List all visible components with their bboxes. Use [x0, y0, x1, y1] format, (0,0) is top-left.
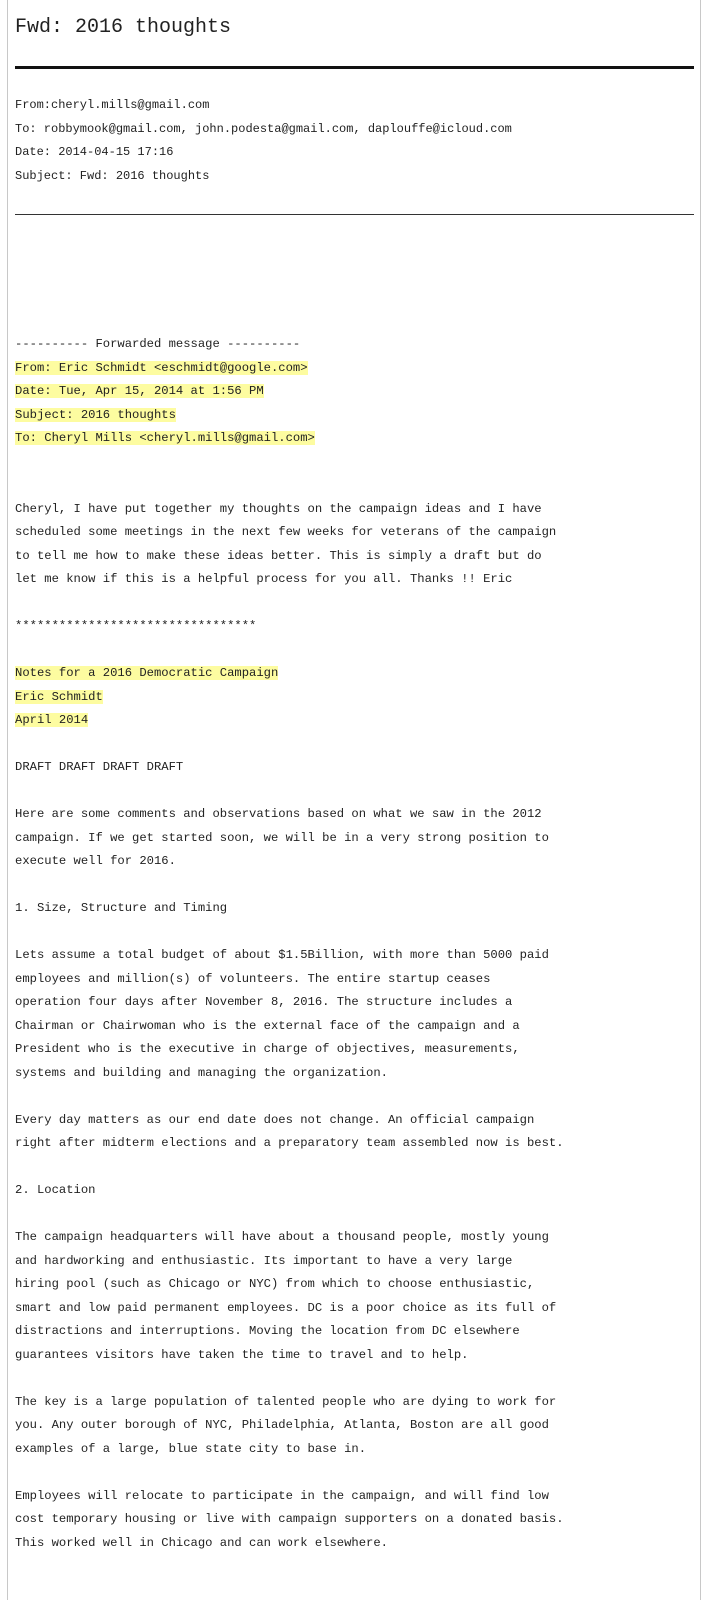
paragraph-line: operation four days after November 8, 2016. The structure includes a — [15, 995, 513, 1009]
paragraph-line: Every day matters as our end date does not change. An official campaign — [15, 1112, 535, 1127]
section-heading: 2. Location — [15, 1183, 96, 1197]
intro-line: Cheryl, I have put together my thoughts on the campaign ideas and I have — [15, 501, 542, 516]
paragraph-line: employees and million(s) of volunteers. The entire startup ceases — [15, 971, 491, 986]
forward-from: From: Eric Schmidt <eschmidt@google.com> — [15, 360, 308, 375]
header-to: To: robbymook@gmail.com, john.podesta@gmail.com, daplouffe@icloud.com — [15, 121, 512, 136]
paragraph-line: Here are some comments and observations based on what we saw in the 2012 — [15, 807, 542, 821]
forward-date: Date: Tue, Apr 15, 2014 at 1:56 PM — [15, 384, 264, 398]
paragraph-line: systems and building and managing the organization. — [15, 1065, 388, 1080]
section-heading: 1. Size, Structure and Timing — [15, 901, 228, 915]
paragraph-line: and hardworking and enthusiastic. Its important to have a very large — [15, 1253, 513, 1268]
forward-to: To: Cheryl Mills <cheryl.mills@gmail.com> — [15, 431, 315, 445]
header-date: Date: 2014-04-15 17:16 — [15, 145, 174, 159]
header-divider — [15, 214, 694, 215]
notes-title: Notes for a 2016 Democratic Campaign — [15, 666, 279, 680]
paragraph-line: campaign. If we get started soon, we will be in a very strong position to — [15, 830, 549, 845]
paragraph-line: President who is the executive in charge of objectives, measurements, — [15, 1042, 520, 1056]
paragraph-line: This worked well in Chicago and can work elsewhere. — [15, 1535, 388, 1550]
paragraph-line: Employees will relocate to participate in the campaign, and will find low — [15, 1488, 549, 1503]
paragraph-line: examples of a large, blue state city to base in. — [15, 1441, 367, 1456]
email-header — [15, 94, 512, 188]
paragraph-line: The key is a large population of talented people who are dying to work for — [15, 1394, 557, 1409]
forward-subject: Subject: 2016 thoughts — [15, 407, 176, 422]
header-subject: Subject: Fwd: 2016 thoughts — [15, 168, 210, 183]
paragraph-line: you. Any outer borough of NYC, Philadelphia, Atlanta, Boston are all good — [15, 1418, 549, 1432]
intro-line: let me know if this is a helpful process for you all. Thanks !! Eric — [15, 572, 513, 586]
header-from: From:cheryl.mills@gmail.com — [15, 98, 210, 112]
notes-date: April 2014 — [15, 713, 89, 727]
paragraph-line: hiring pool (such as Chicago or NYC) from which to choose enthusiastic, — [15, 1277, 535, 1291]
email-title: Fwd: 2016 thoughts — [15, 16, 232, 39]
title-divider — [15, 66, 694, 69]
star-separator: ********************************* — [15, 619, 257, 633]
notes-author: Eric Schmidt — [15, 689, 103, 704]
paragraph-line: right after midterm elections and a preparatory team assembled now is best. — [15, 1136, 564, 1150]
email-body — [15, 333, 685, 1555]
paragraph-line: cost temporary housing or live with campaign supporters on a donated basis. — [15, 1512, 564, 1526]
paragraph-line: execute well for 2016. — [15, 854, 176, 868]
paragraph-line: smart and low paid permanent employees. DC is a poor choice as its full of — [15, 1300, 557, 1315]
paragraph-line: guarantees visitors have taken the time to travel and to help. — [15, 1347, 469, 1362]
intro-line: to tell me how to make these ideas better. This is simply a draft but do — [15, 548, 542, 563]
forward-separator: ---------- Forwarded message ---------- — [15, 337, 301, 351]
draft-label: DRAFT DRAFT DRAFT DRAFT — [15, 760, 184, 774]
paragraph-line: The campaign headquarters will have about a thousand people, mostly young — [15, 1230, 549, 1244]
intro-line: scheduled some meetings in the next few weeks for veterans of the campaign — [15, 525, 557, 539]
paragraph-line: Chairman or Chairwoman who is the external face of the campaign and a — [15, 1018, 520, 1033]
paragraph-line: distractions and interruptions. Moving the location from DC elsewhere — [15, 1324, 520, 1338]
paragraph-line: Lets assume a total budget of about $1.5Billion, with more than 5000 paid — [15, 948, 549, 962]
